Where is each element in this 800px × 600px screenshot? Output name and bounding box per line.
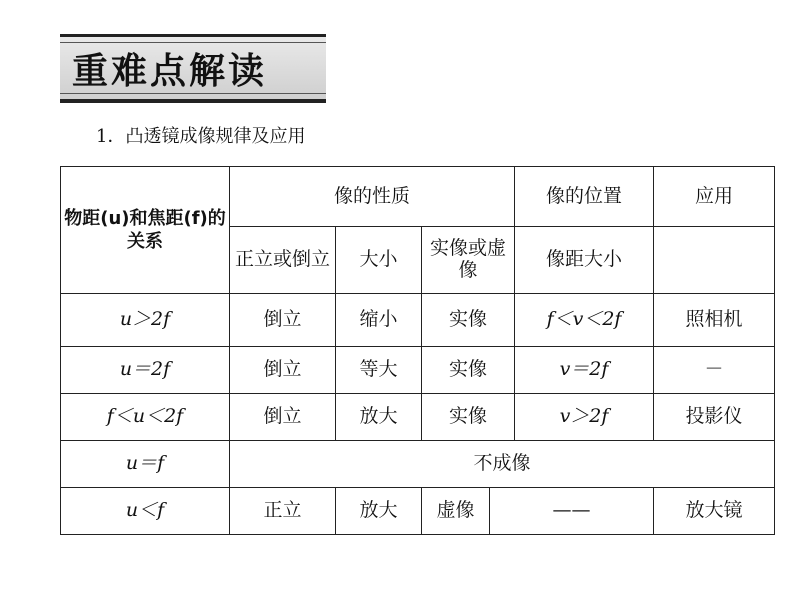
header-image-nature: 像的性质 [230, 167, 515, 227]
table-row-virtual [61, 488, 775, 535]
header-application-sub [654, 227, 775, 294]
row-image-distance: f＜v＜2f [515, 294, 654, 347]
table-header-row-1 [61, 167, 775, 227]
row-application: 照相机 [654, 294, 775, 347]
row-application: 放大镜 [654, 488, 775, 535]
row-size: 放大 [336, 488, 422, 535]
row-application: 投影仪 [654, 394, 775, 441]
row-image-distance: v＞2f [515, 394, 654, 441]
row-image-type: 实像 [422, 347, 515, 394]
row-condition: f＜u＜2f [61, 394, 230, 441]
row-image-type: 实像 [422, 394, 515, 441]
convex-lens-imaging-table [60, 166, 775, 535]
banner-title: 重难点解读 [72, 50, 268, 92]
table-row [61, 394, 775, 441]
row-image-distance: v＝2f [515, 347, 654, 394]
row-no-image-text: 不成像 [230, 441, 775, 488]
row-condition: u＜f [61, 488, 230, 535]
row-size: 放大 [336, 394, 422, 441]
header-upright-or-inverted: 正立或倒立 [230, 227, 336, 294]
row-orientation: 正立 [230, 488, 336, 535]
header-application: 应用 [654, 167, 775, 227]
row-condition: u＞2f [61, 294, 230, 347]
section-banner [60, 34, 326, 103]
table-row-no-image [61, 441, 775, 488]
header-image-distance: 像距大小 [515, 227, 654, 294]
table-row [61, 347, 775, 394]
row-orientation: 倒立 [230, 394, 336, 441]
header-relation: 物距(u)和焦距(f)的关系 [61, 167, 230, 294]
row-application: － [654, 347, 775, 394]
table-row [61, 294, 775, 347]
row-orientation: 倒立 [230, 347, 336, 394]
row-image-type: 虚像 [422, 488, 490, 535]
row-size: 缩小 [336, 294, 422, 347]
row-condition: u＝f [61, 441, 230, 488]
row-size: 等大 [336, 347, 422, 394]
header-size: 大小 [336, 227, 422, 294]
header-real-or-virtual: 实像或虚像 [422, 227, 515, 294]
section-title: 1．凸透镜成像规律及应用 [96, 126, 306, 147]
banner-frame [60, 42, 326, 94]
row-image-distance: —— [490, 488, 654, 535]
row-orientation: 倒立 [230, 294, 336, 347]
header-image-position: 像的位置 [515, 167, 654, 227]
row-image-type: 实像 [422, 294, 515, 347]
row-condition: u＝2f [61, 347, 230, 394]
